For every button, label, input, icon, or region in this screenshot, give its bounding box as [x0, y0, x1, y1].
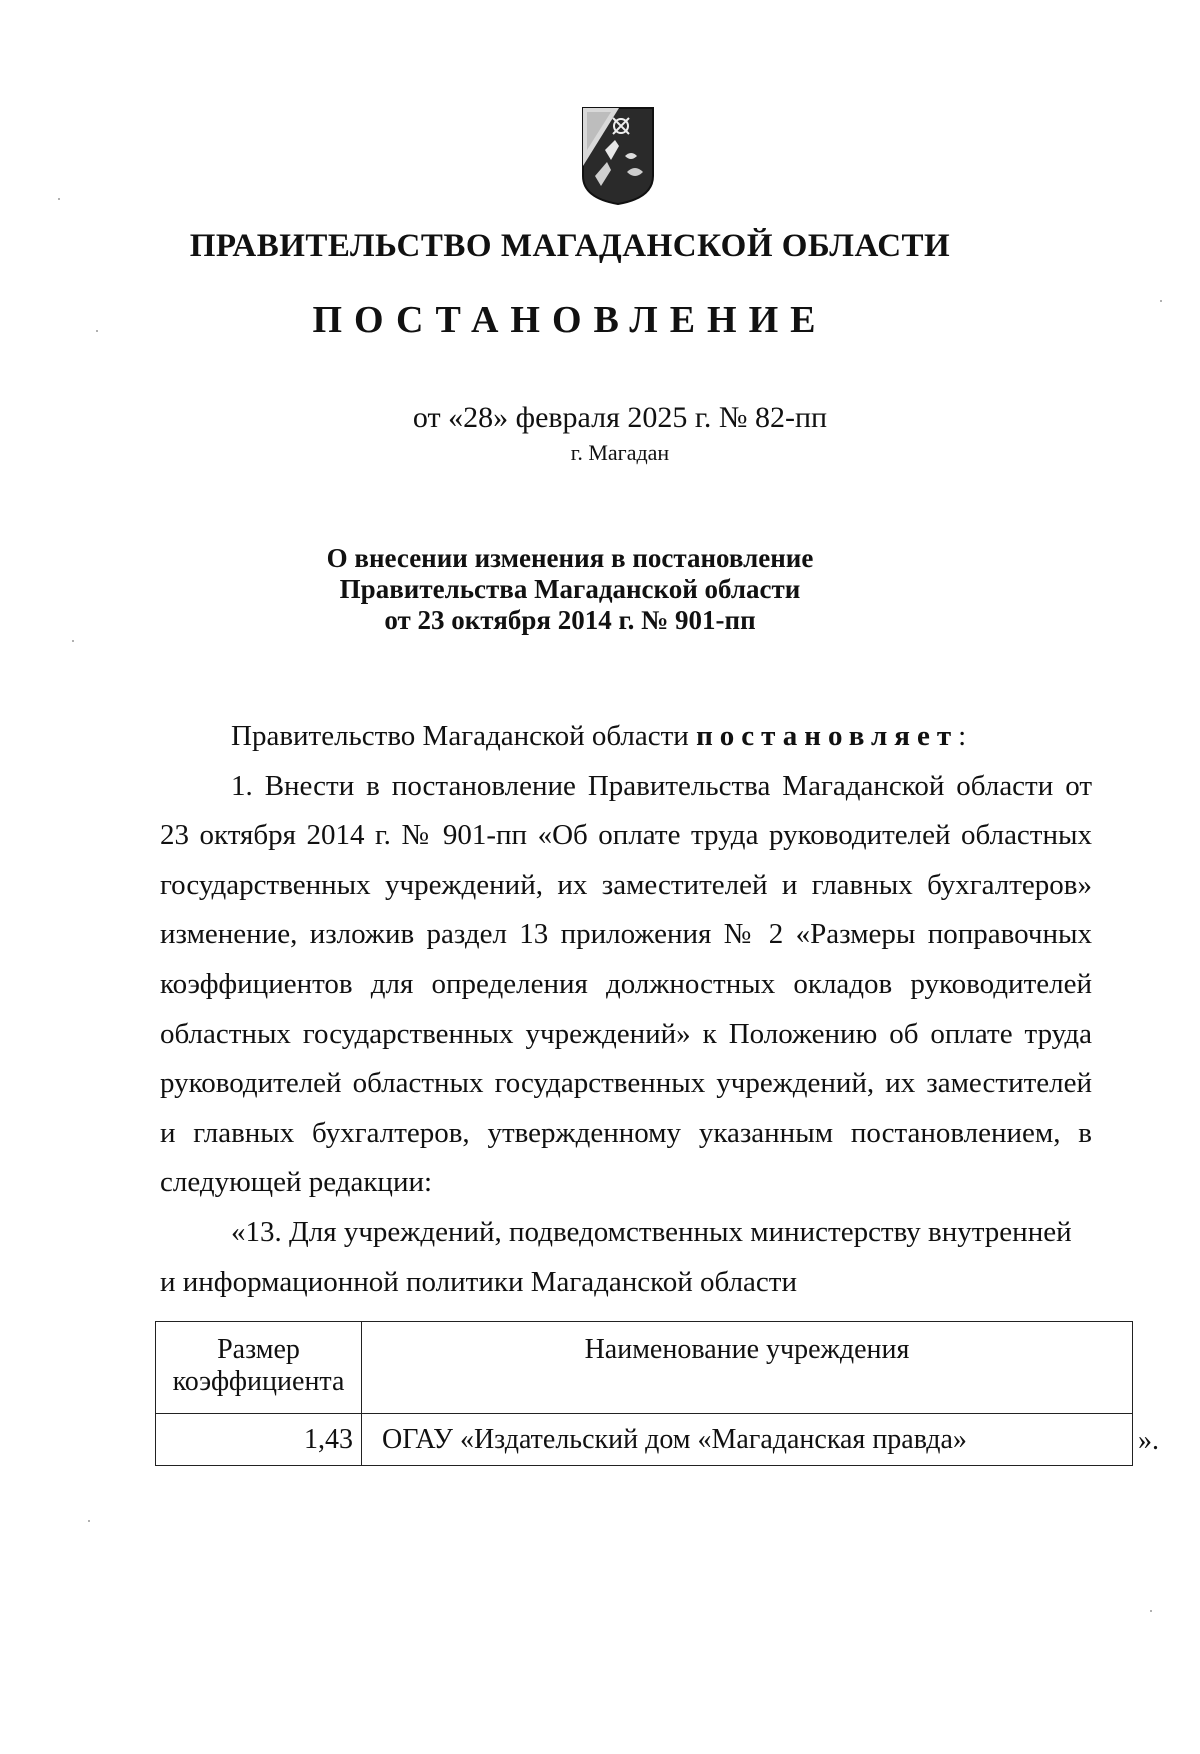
preamble — [160, 712, 1092, 762]
paragraph-1: 1. Внести в постановление Правительства Магаданской области от 23 октября 2014 г. № 901-пп «Об оплате труда руководителей областных государственных учреждений, их заместителей и главных бухгалтеров» изменение, изложив раздел 13 приложения № 2 «Размеры поправочных коэффициентов для определения должностных окладов руководителей областных государственных учреждений» к Положению об оплате труда руководителей областных государственных учреждений, их заместителей и главных бухгалтеров, утвержденному указанным постановлением, в следующей редакции: — [160, 769, 1092, 1199]
header-coefficient — [156, 1322, 362, 1414]
document-title — [0, 543, 1140, 636]
scan-speck — [1150, 1610, 1152, 1612]
document-body — [160, 712, 1092, 1307]
city-line: г. Магадан — [570, 440, 670, 465]
magadan-coat-of-arms-icon — [581, 106, 655, 206]
closing-quote: ». — [1138, 1425, 1159, 1456]
preamble-resolves: постановляет — [696, 720, 959, 752]
coefficient-table — [155, 1321, 1133, 1466]
preamble-end: : — [958, 720, 967, 752]
paragraph-2: «13. Для учреждений, подведомственных министерству внутренней и информационной политики Магаданской области — [160, 1215, 1072, 1298]
scan-speck — [88, 1520, 90, 1522]
scan-speck — [58, 198, 60, 200]
table-row — [156, 1414, 1133, 1466]
header-institution-name: Наименование учреждения — [362, 1322, 1133, 1414]
title-line-2: Правительства Магаданской области — [339, 574, 801, 604]
scan-speck — [72, 640, 74, 642]
coefficient-value: 1,43 — [156, 1414, 362, 1466]
header-coefficient-line-1: Размер — [217, 1334, 300, 1365]
title-line-3: от 23 октября 2014 г. № 901-пп — [384, 605, 756, 635]
preamble-start: Правительство Магаданской области — [231, 720, 697, 752]
document-type-heading: ПОСТАНОВЛЕНИЕ — [312, 299, 828, 341]
government-heading: ПРАВИТЕЛЬСТВО МАГАДАНСКОЙ ОБЛАСТИ — [189, 228, 951, 264]
scan-speck — [1160, 300, 1162, 302]
institution-name: ОГАУ «Издательский дом «Магаданская правда» — [362, 1414, 1133, 1466]
scan-speck — [96, 330, 98, 332]
date-number-line: от «28» февраля 2025 г. № 82-пп — [412, 401, 828, 434]
header-coefficient-line-2: коэффициента — [172, 1366, 345, 1397]
title-line-1: О внесении изменения в постановление — [326, 543, 814, 573]
table-header-row — [156, 1322, 1133, 1414]
